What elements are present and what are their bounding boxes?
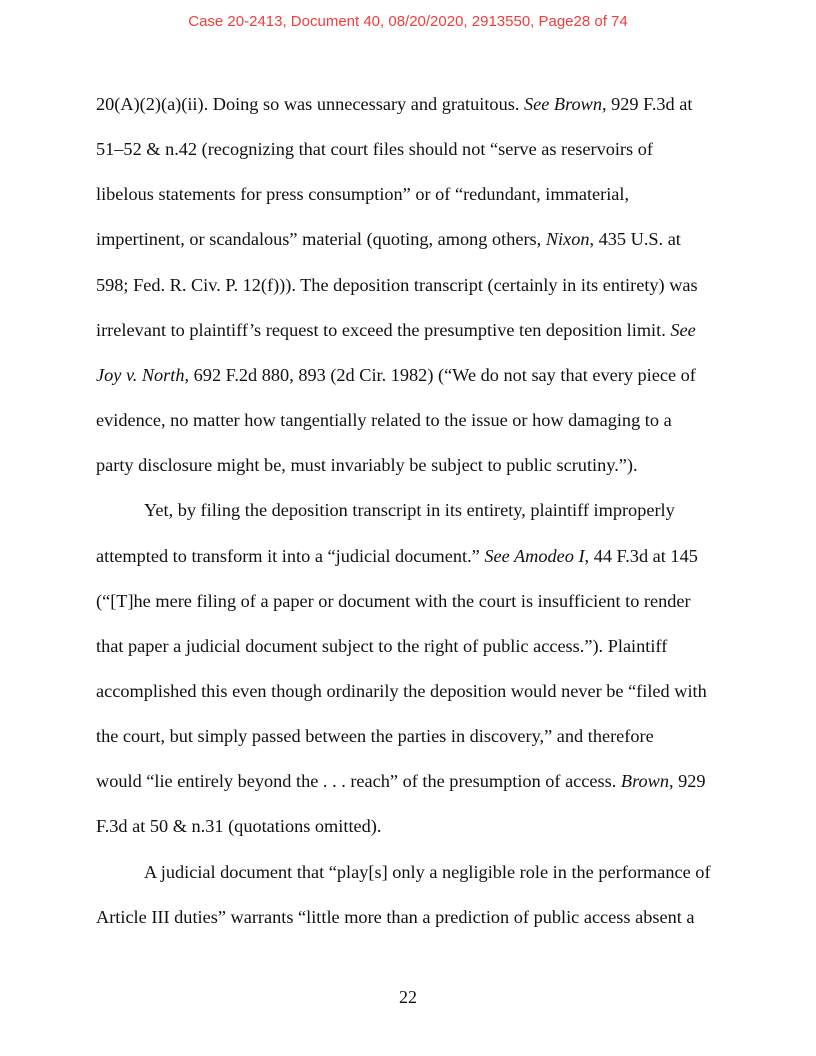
text-segment: , 929 xyxy=(668,771,706,792)
text-line xyxy=(96,94,692,115)
text-line xyxy=(144,500,675,521)
text-line xyxy=(96,455,638,476)
text-segment: 20(A)(2)(a)(ii). Doing so was unnecessary and gratuitous. xyxy=(96,94,524,114)
text-segment: that paper a judicial document subject to the right of public access.”). Plaintiff xyxy=(96,635,668,656)
text-segment: the court, but simply passed between the parties in discovery,” and therefore xyxy=(96,726,654,747)
text-segment: , 692 F.2d 880, 893 (2d Cir. 1982) (“We do not say that every piece of xyxy=(184,364,696,385)
text-segment: (“[T]he mere filing of a paper or document with the court is insufficient to render xyxy=(96,590,691,611)
citation-italic: Joy v. North xyxy=(96,364,185,385)
citation-italic: Brown xyxy=(620,771,669,792)
text-segment: , 44 F.3d at 145 xyxy=(584,545,698,566)
text-line xyxy=(96,275,698,296)
text-segment: Yet, by filing the deposition transcript in its entirety, plaintiff improperly xyxy=(144,500,675,521)
text-segment: accomplished this even though ordinarily the deposition would never be “filed with xyxy=(96,680,707,701)
text-line xyxy=(96,681,707,702)
text-line xyxy=(96,726,654,747)
text-line xyxy=(96,365,696,386)
text-segment: impertinent, or scandalous” material (quoting, among others, xyxy=(96,229,546,250)
text-segment: evidence, no matter how tangentially related to the issue or how damaging to a xyxy=(96,410,672,431)
case-header: Case 20-2413, Document 40, 08/20/2020, 2913550, Page28 of 74 xyxy=(188,13,628,30)
text-segment: Article III duties” warrants “little more than a prediction of public access absent a xyxy=(96,906,695,927)
page-number: 22 xyxy=(399,987,417,1007)
text-line xyxy=(96,320,696,341)
text-line xyxy=(96,816,381,837)
citation-italic: See xyxy=(670,319,696,340)
text-line xyxy=(96,636,667,657)
text-segment: libelous statements for press consumption” or of “redundant, immaterial, xyxy=(96,184,630,205)
citation-italic: See Amodeo I xyxy=(484,545,585,566)
citation-italic: Nixon xyxy=(545,229,590,250)
text-line xyxy=(96,184,629,205)
text-segment: irrelevant to plaintiff’s request to exceed the presumptive ten deposition limit. xyxy=(96,319,671,340)
text-line xyxy=(96,410,672,431)
text-segment: , 929 F.3d at xyxy=(602,94,693,114)
text-segment: would “lie entirely beyond the . . . reach” of the presumption of access. xyxy=(96,771,621,792)
text-line xyxy=(96,139,653,160)
text-line xyxy=(96,546,698,567)
text-segment: 598; Fed. R. Civ. P. 12(f))). The deposition transcript (certainly in its entirety) was xyxy=(96,274,698,295)
text-line xyxy=(96,229,681,250)
text-segment: attempted to transform it into a “judicial document.” xyxy=(96,545,485,566)
text-segment: 51–52 & n.42 (recognizing that court files should not “serve as reservoirs of xyxy=(96,139,653,160)
text-segment: party disclosure might be, must invariably be subject to public scrutiny.”). xyxy=(96,455,638,476)
text-line xyxy=(96,907,694,928)
text-segment: , 435 U.S. at xyxy=(589,229,681,250)
text-line xyxy=(96,771,706,792)
text-line xyxy=(96,591,691,612)
text-segment: F.3d at 50 & n.31 (quotations omitted). xyxy=(96,816,382,837)
text-line xyxy=(144,862,711,883)
text-segment: A judicial document that “play[s] only a negligible role in the performance of xyxy=(144,861,711,882)
citation-italic: See Brown xyxy=(523,94,602,114)
